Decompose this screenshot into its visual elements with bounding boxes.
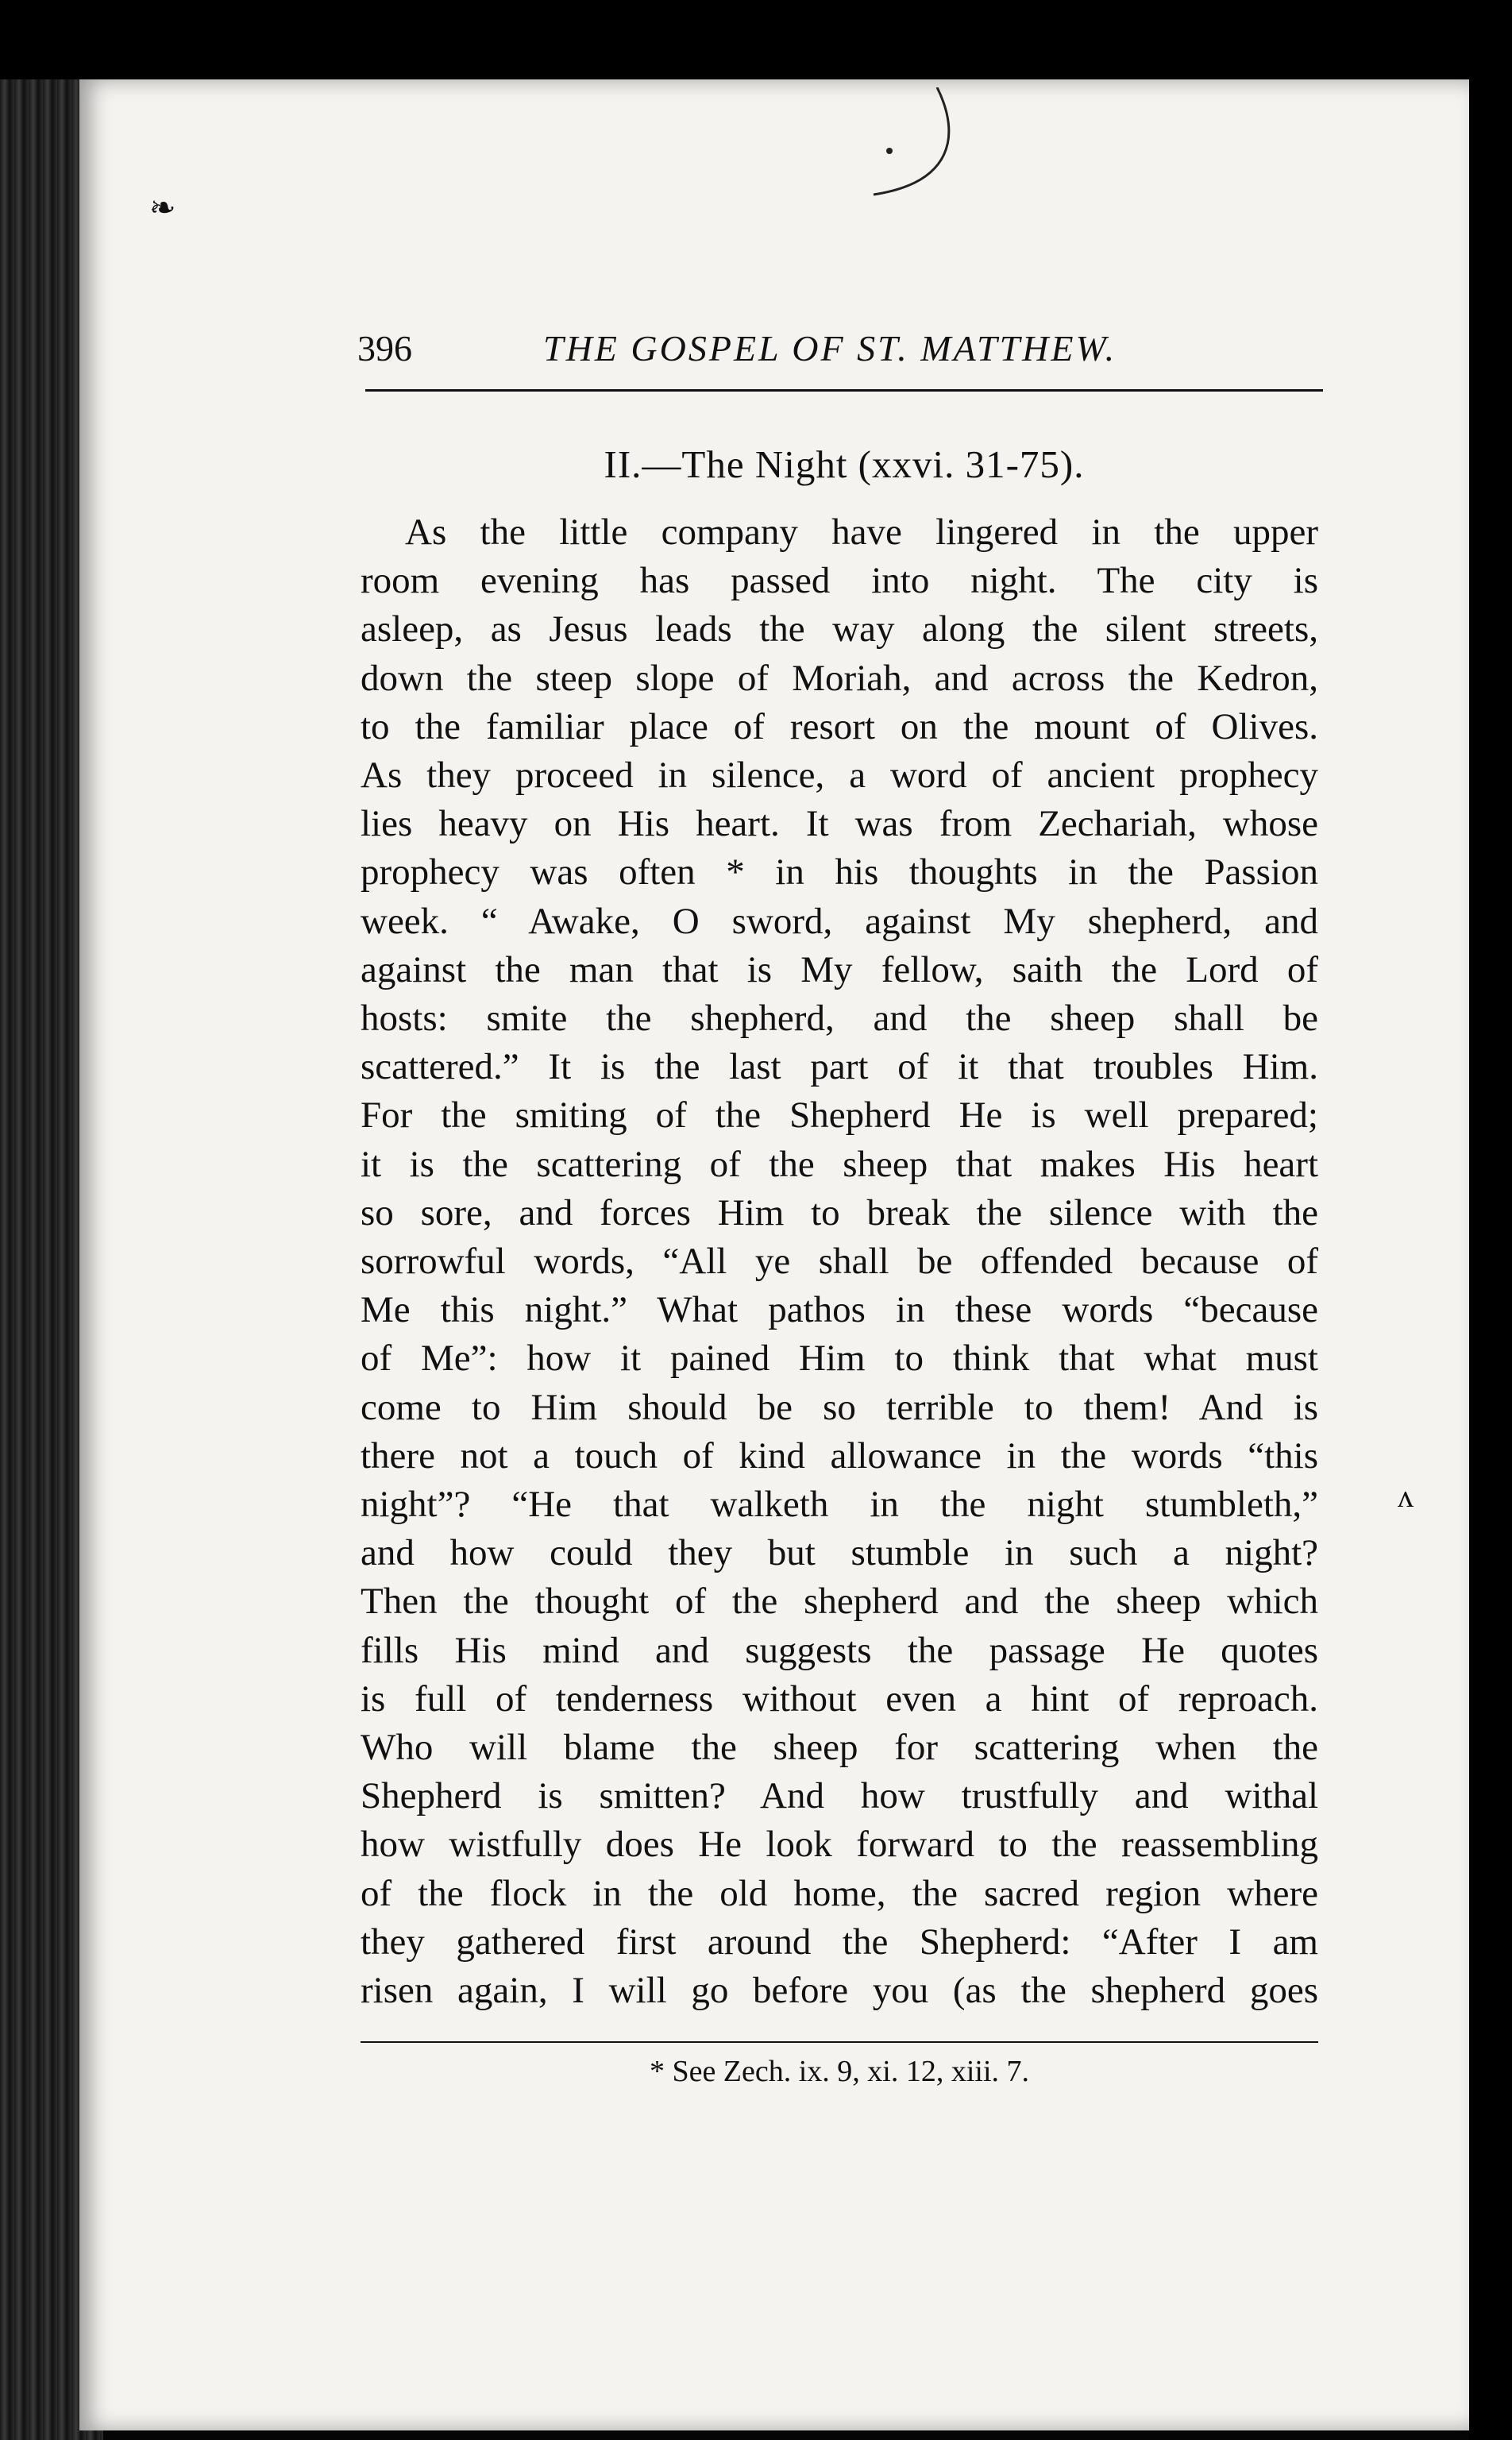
margin-tick-mark: ʌ [1398, 1478, 1414, 1514]
text-line: against the man that is My fellow, saith the Lord of [361, 948, 1318, 990]
text-line: down the steep slope of Moriah, and across the Kedron, [361, 657, 1318, 699]
footnote: * See Zech. ix. 9, xi. 12, xiii. 7. [649, 2055, 1030, 2088]
pencil-scribble-mark [842, 87, 985, 214]
running-title: THE GOSPEL OF ST. MATTHEW. [543, 328, 1117, 369]
text-line: Shepherd is smitten? And how trustfully and withal [361, 1775, 1318, 1817]
text-line: to the familiar place of resort on the mount of Olives. [361, 705, 1318, 747]
margin-speck-mark: ❧ [149, 190, 176, 226]
scan-top-border [0, 0, 1512, 79]
text-line: risen again, I will go before you (as the shepherd goes [361, 1970, 1318, 2012]
text-line: fills His mind and suggests the passage He quotes [361, 1629, 1318, 1671]
text-line: For the smiting of the Shepherd He is well prepared; [361, 1095, 1318, 1137]
scan-right-border [1469, 79, 1512, 2440]
text-line: Who will blame the sheep for scattering when the [361, 1727, 1318, 1769]
text-line: night”? “He that walketh in the night stumbleth,” [361, 1484, 1318, 1526]
text-line: Me this night.” What pathos in these words “because [361, 1289, 1318, 1331]
text-line: of the flock in the old home, the sacred region where [361, 1872, 1318, 1914]
text-line: there not a touch of kind allowance in the words “this [361, 1434, 1318, 1477]
text-line: As they proceed in silence, a word of ancient prophecy [361, 755, 1318, 797]
page-number: 396 [357, 328, 412, 369]
text-line: and how could they but stumble in such a night? [361, 1532, 1318, 1574]
text-line: As the little company have lingered in the upper [405, 512, 1318, 553]
text-line: Then the thought of the shepherd and the sheep which [361, 1581, 1318, 1623]
text-line: asleep, as Jesus leads the way along the silent streets, [361, 608, 1318, 651]
text-line: lies heavy on His heart. It was from Zechariah, whose [361, 803, 1318, 845]
text-line: so sore, and forces Him to break the silence with the [361, 1191, 1318, 1234]
text-line: of Me”: how it pained Him to think that what must [361, 1338, 1318, 1380]
header-rule [365, 389, 1323, 392]
text-line: how wistfully does He look forward to the reassembling [361, 1824, 1318, 1866]
text-line: hosts: smite the shepherd, and the sheep shall be [361, 998, 1318, 1040]
text-line: week. “ Awake, O sword, against My shepherd, and [361, 900, 1318, 942]
text-line: is full of tenderness without even a hint of reproach. [361, 1678, 1318, 1720]
text-line: come to Him should be so terrible to them! And is [361, 1386, 1318, 1428]
text-line: sorrowful words, “All ye shall be offended because of [361, 1241, 1318, 1283]
page-header [357, 327, 1325, 391]
body-text [361, 508, 1318, 2015]
text-line: they gathered first around the Shepherd: “After I am [361, 1921, 1318, 1963]
text-line: room evening has passed into night. The city is [361, 560, 1318, 602]
text-line: prophecy was often * in his thoughts in the Passion [361, 851, 1318, 894]
section-title: II.—The Night (xxvi. 31-75). [604, 442, 1085, 486]
footnote-rule [361, 2041, 1318, 2043]
text-line: scattered.” It is the last part of it that troubles Him. [361, 1046, 1318, 1088]
text-line: it is the scattering of the sheep that makes His heart [361, 1143, 1318, 1185]
